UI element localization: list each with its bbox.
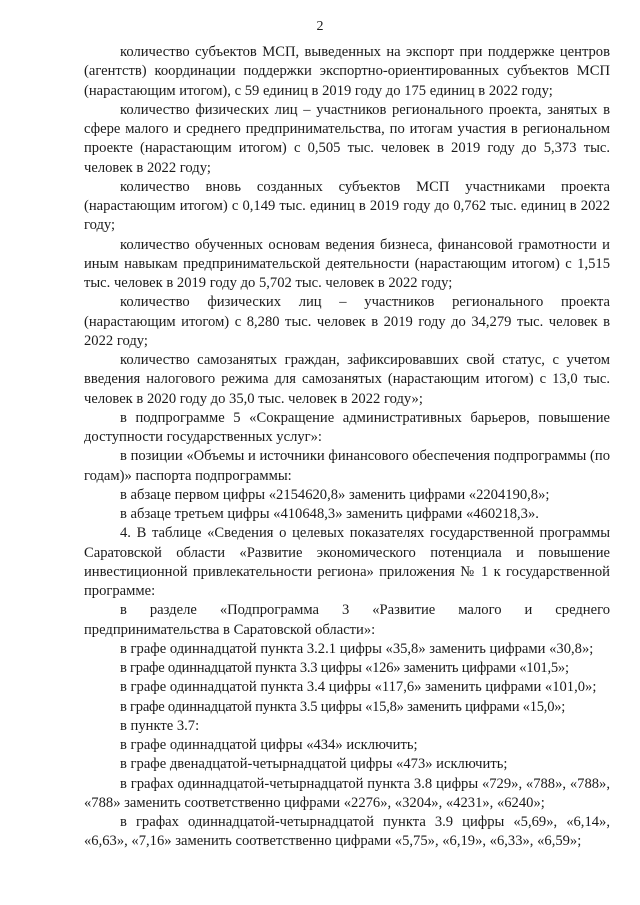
document-body (84, 43, 610, 852)
paragraph: 4. В таблице «Сведения о целевых показателях государственной программы Саратовской области «Развитие экономического потенциала и повышение инвестиционной привлекательности региона» приложения № 1 к государственной программе: (84, 525, 610, 599)
paragraph: в графе одиннадцатой пункта 3.3 цифры «126» заменить цифрами «101,5»; (120, 660, 569, 676)
paragraph: в разделе «Подпрограмма 3 «Развитие малого и среднего предпринимательства в Саратовской области»: (84, 602, 610, 638)
paragraph: количество физических лиц – участников регионального проекта, занятых в сфере малого и среднего предпринимательства, по итогам участия в региональном проекте (нарастающим итогом) с 0,505 тыс. человек в 2019 году до 5,373 тыс. человек в 2022 году; (84, 101, 610, 176)
paragraph: в графе одиннадцатой пункта 3.5 цифры «15,8» заменить цифрами «15,0»; (120, 698, 566, 715)
paragraph: в графах одиннадцатой-четырнадцатой пункта 3.8 цифры «729», «788», «788», «788» заменить соответственно цифрами «2276», «3204», «4231», «6240»; (84, 775, 610, 811)
paragraph: в графе двенадцатой-четырнадцатой цифры «473» исключить; (120, 756, 508, 773)
paragraph: в графах одиннадцатой-четырнадцатой пункта 3.9 цифры «5,69», «6,14», «6,63», «7,16» заменить соответственно цифрами «5,75», «6,19», «6,33», «6,59»; (84, 814, 610, 850)
paragraph: количество вновь созданных субъектов МСП участниками проекта (нарастающим итогом) с 0,149 тыс. единиц в 2019 году до 0,762 тыс. единиц в 2022 году; (84, 178, 610, 234)
paragraph: в графе одиннадцатой пункта 3.4 цифры «117,6» заменить цифрами «101,0»; (120, 679, 597, 696)
paragraph: количество самозанятых граждан, зафиксировавших свой статус, с учетом введения налогового режима для самозанятых (нарастающим итогом) с 13,0 тыс. человек в 2020 году до 35,0 тыс. человек в 2022 году»; (84, 352, 610, 407)
paragraph: в абзаце третьем цифры «410648,3» заменить цифрами «460218,3». (120, 506, 539, 522)
paragraph: в пункте 3.7: (120, 717, 200, 734)
paragraph: в графе одиннадцатой цифры «434» исключить; (120, 737, 418, 753)
paragraph: количество физических лиц – участников регионального проекта (нарастающим итогом) с 8,280 тыс. человек в 2019 году до 34,279 тыс. человек в 2022 году; (84, 294, 610, 349)
page-number: 2 (316, 19, 324, 34)
paragraph: в графе одиннадцатой пункта 3.2.1 цифры «35,8» заменить цифрами «30,8»; (120, 640, 594, 657)
paragraph: количество субъектов МСП, выведенных на экспорт при поддержке центров (агентств) координации поддержки экспортно-ориентированных субъектов МСП (нарастающим итогом), с 59 единиц в 2019 году до 175 единиц в 2022 году; (84, 44, 610, 99)
paragraph: в подпрограмме 5 «Сокращение административных барьеров, повышение доступности государственных услуг»: (84, 409, 610, 445)
paragraph: в абзаце первом цифры «2154620,8» заменить цифрами «2204190,8»; (120, 486, 550, 503)
paragraph: в позиции «Объемы и источники финансового обеспечения подпрограммы (по годам)» паспорта подпрограммы: (84, 448, 610, 484)
paragraph: количество обученных основам ведения бизнеса, финансовой грамотности и иным навыкам предпринимательской деятельности (нарастающим итогом) с 1,515 тыс. человек в 2019 году до 5,702 тыс. человек в 2022 году; (84, 236, 610, 291)
